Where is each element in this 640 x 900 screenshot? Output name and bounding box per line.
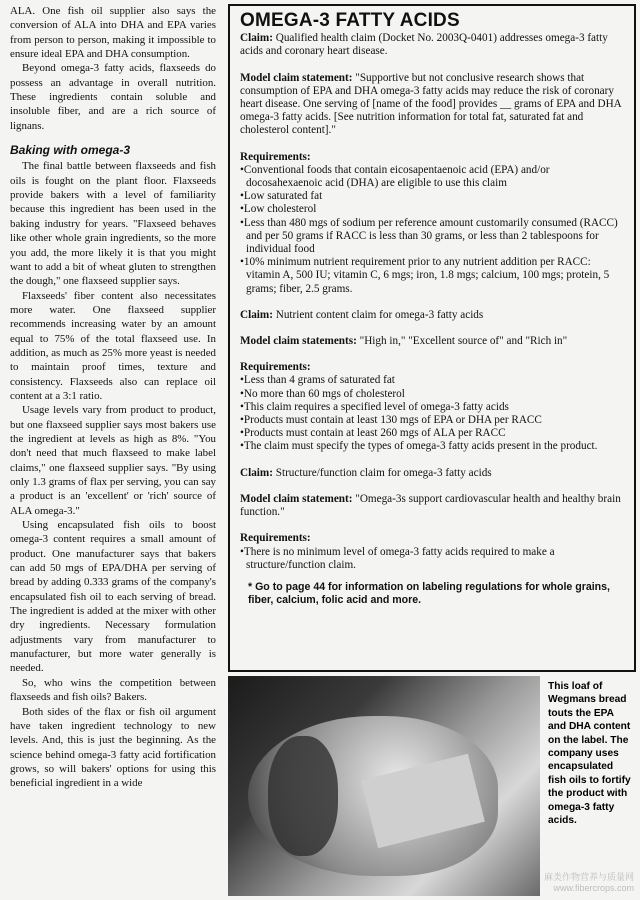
list-item: • No more than 60 mgs of cholesterol [240,388,624,401]
requirements-heading: Requirements: [240,361,311,374]
requirements-heading: Requirements: [240,532,311,545]
claim-label: Claim: [240,308,273,321]
label-figure [268,736,338,856]
box-title: OMEGA-3 FATTY ACIDS [240,10,460,31]
model-claim-text: "High in," "Excellent source of" and "Rich in" [356,335,568,348]
list-item: • Products must contain at least 260 mgs of ALA per RACC [240,427,624,440]
paragraph-both-sides: Both sides of the flax or fish oil argument have taken ingredient technology to new levels. And, this is just the beginning. As the science behind omega-3 fatty acid fortification grows, so will bakers' options for using this beneficial ingredient in a wide [10,705,216,790]
model-claim-label: Model claim statements: [240,335,357,348]
model-claim-label: Model claim statement: [240,492,353,505]
paragraph-encapsulated: Using encapsulated fish oils to boost omega-3 content requires a small amount of product. One manufacturer says that bakers can add 50 mgs of EPA/DHA per serving of bread by adding 0.333 grams of the company's encapsulated fish oil to each serving of bread. The ingredient is added at the mixer with other dry ingredients. Necessary formulation adjustments vary from manufacturer to manufacturer, but more water generally is needed. [10,519,216,675]
list-item: • Products must contain at least 130 mgs of EPA or DHA per RACC [240,414,624,427]
site-watermark [544,872,634,894]
paragraph-who-wins: So, who wins the competition between flaxseeds and fish oils? Bakers. [10,676,216,704]
model-claim-structure [240,493,624,519]
paragraph-intro: ALA. One fish oil supplier also says the conversion of ALA into DHA and EPA varies from person to person, making it impossible to ensure ideal EPA and DHA consumption. [10,5,216,61]
bread-loaf-photo [228,676,540,896]
list-item: • Less than 480 mgs of sodium per reference amount customarily consumed (RACC) and per 50 grams if RACC is less than 30 grams, or less than 2 tablespoons for individual food [240,217,624,257]
requirements-list-nutrient [240,374,624,453]
model-claim-nutrient [240,335,624,348]
article-left-column [10,4,216,791]
claim-text: Structure/function claim for omega-3 fatty acids [272,466,492,479]
paragraph-usage: Usage levels vary from product to product, but one flaxseed supplier says most bakers use the ingredient at levels as high as 8%. "You don't need that much flaxseed to make label claims," one flaxseed supplier says. "By using only 1.3 grams of flax per serving, you can say a product is an 'excellent' or 'rich' source of ALA omega-3." [10,404,216,517]
claim-label: Claim: [240,466,273,479]
claim-nutrient [240,309,624,322]
model-claim-text: "Omega-3s support cardiovascular health and healthy brain function." [240,492,621,519]
list-item: • Low saturated fat [240,190,624,203]
claim-structure [240,467,624,480]
requirements-heading: Requirements: [240,150,311,163]
model-claim-health [240,72,624,138]
claim-health [240,32,624,58]
list-item: • Conventional foods that contain eicosapentaenoic acid (EPA) and/or docosahexaenoic acid (DHA) are eligible to use this claim [240,164,624,190]
omega3-sidebar-box [228,4,636,672]
claim-text: Qualified health claim (Docket No. 2003Q-0401) addresses omega-3 fatty acids and coronary heart disease. [240,32,608,58]
photo-caption: This loaf of Wegmans bread touts the EPA and DHA content on the label. The company uses encapsulated fish oils to fortify the product with omega-3 fatty acids. [548,681,631,827]
list-item: • The claim must specify the types of omega-3 fatty acids present in the product. [240,440,624,453]
claim-label: Claim: [240,32,273,45]
requirements-list-health [240,164,624,296]
paragraph-fiber: Flaxseeds' fiber content also necessitates more water. One flaxseed supplier recommends increasing water by an amount equal to 75% of the total flaxseed use. In addition, as much as 25% more yeast is needed to maintain proof times, texture and consistency. Flaxseeds also can replace oil content at a 3:1 ratio. [10,289,216,402]
model-claim-text: "Supportive but not conclusive research shows that consumption of EPA and DHA omega-3 fatty acids may reduce the risk of coronary heart disease. One serving of [name of the food] provides __ grams of EPA and DHA omega-3 fatty acids. [See nutrition information for total fat, saturated fat and cholesterol content]." [240,71,622,137]
watermark-line-2: www.fibercrops.com [553,883,634,893]
requirements-list-structure [240,546,624,572]
list-item: • Low cholesterol [240,203,624,216]
list-item: • There is no minimum level of omega-3 fatty acids required to make a structure/function claim. [240,546,624,572]
list-item: • Less than 4 grams of saturated fat [240,374,624,387]
page-reference-note: * Go to page 44 for information on labeling regulations for whole grains, fiber, calcium, folic acid and more. [248,580,610,607]
watermark-line-1: 麻类作物营养与质量网 [543,872,634,882]
paragraph-beyond: Beyond omega-3 fatty acids, flaxseeds do possess an advantage in overall nutrition. These ingredients contain soluble and insoluble fiber, and are a rich source of lignans. [10,62,216,132]
model-claim-label: Model claim statement: [240,71,353,84]
paragraph-battle: The final battle between flaxseeds and fish oils is fought on the plant floor. Flaxseeds provide bakers with a level of familiarity because this ingredient has been used in the baking industry for years. "Flaxseed behaves like other whole grain ingredients, so the more you add, the more likely it is that you might want to add a bit of wheat gluten to strengthen the dough," one flaxseed supplier says. [10,160,216,288]
list-item: • 10% minimum nutrient requirement prior to any nutrient addition per RACC: vitamin A, 500 IU; vitamin C, 6 mgs; iron, 1.8 mgs; calcium, 100 mgs; protein, 5 grams; fiber, 2.5 grams. [240,256,624,296]
list-item: • This claim requires a specified level of omega-3 fatty acids [240,401,624,414]
claim-text: Nutrient content claim for omega-3 fatty acids [272,308,484,321]
subheading-baking: Baking with omega-3 [10,143,131,158]
